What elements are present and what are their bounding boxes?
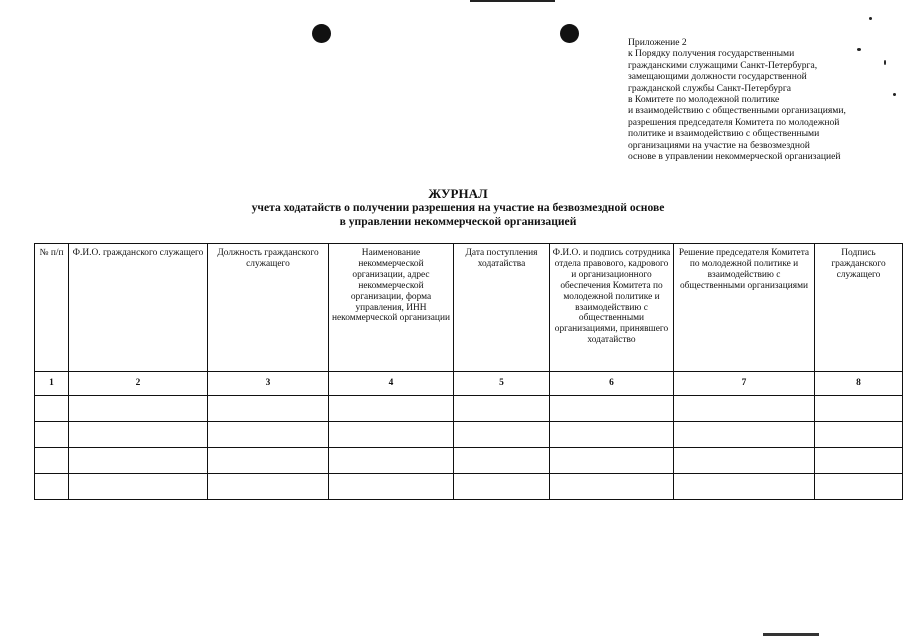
table-cell xyxy=(35,422,69,448)
header-cell-employee-signature: Ф.И.О. и подпись сотрудника отдела правового, кадрового и организационного обеспечения Комитета по молодежной политике и взаимодействию с общественными организациями, принявшего ходатайство xyxy=(550,244,674,372)
column-number: 5 xyxy=(454,372,550,396)
table-row xyxy=(35,422,903,448)
appendix-line: разрешения председателя Комитета по молодежной xyxy=(628,116,840,128)
table-cell xyxy=(329,396,454,422)
table-cell xyxy=(454,474,550,500)
table-cell xyxy=(69,474,208,500)
column-number: 6 xyxy=(550,372,674,396)
table-cell xyxy=(674,448,815,474)
table-cell xyxy=(815,396,903,422)
table-row xyxy=(35,448,903,474)
table-cell xyxy=(454,396,550,422)
header-cell-servant-signature: Подпись гражданского служащего xyxy=(815,244,903,372)
table-cell xyxy=(815,474,903,500)
table-cell xyxy=(35,396,69,422)
table-cell xyxy=(454,422,550,448)
appendix-line: замещающими должности государственной xyxy=(628,71,807,83)
bottom-edge-mark xyxy=(763,633,819,636)
table-cell xyxy=(550,396,674,422)
table-cell xyxy=(674,474,815,500)
column-number: 8 xyxy=(815,372,903,396)
table-cell xyxy=(329,474,454,500)
table-cell xyxy=(329,422,454,448)
appendix-note xyxy=(628,37,898,162)
table-cell xyxy=(69,448,208,474)
column-number: 2 xyxy=(69,372,208,396)
table-row xyxy=(35,474,903,500)
table-cell xyxy=(69,422,208,448)
table-cell xyxy=(35,448,69,474)
title-subtitle-line1: учета ходатайств о получении разрешения на участие на безвозмездной основе xyxy=(251,201,665,214)
table-cell xyxy=(674,422,815,448)
appendix-line: гражданскими служащими Санкт-Петербурга, xyxy=(628,59,818,71)
table-cell xyxy=(208,396,329,422)
column-number-row xyxy=(35,372,903,396)
title-heading: ЖУРНАЛ xyxy=(428,186,488,201)
column-number: 3 xyxy=(208,372,329,396)
appendix-line: к Порядку получения государственными xyxy=(628,48,795,60)
appendix-line: основе в управлении некоммерческой организацией xyxy=(628,151,841,163)
punch-hole-right xyxy=(560,24,579,43)
appendix-line: организациями на участие на безвозмездной xyxy=(628,139,810,151)
column-number: 4 xyxy=(329,372,454,396)
header-cell-full-name: Ф.И.О. гражданского служащего xyxy=(69,244,208,372)
table-cell xyxy=(815,422,903,448)
table-cell xyxy=(550,448,674,474)
table-cell xyxy=(208,474,329,500)
table-header-row xyxy=(35,244,903,372)
column-number: 1 xyxy=(35,372,69,396)
table-cell xyxy=(208,422,329,448)
column-number: 7 xyxy=(674,372,815,396)
appendix-line: гражданской службы Санкт-Петербурга xyxy=(628,82,792,94)
table-cell xyxy=(550,422,674,448)
journal-table xyxy=(34,243,903,500)
journal-title xyxy=(100,187,816,229)
title-subtitle-line2: в управлении некоммерческой организацией xyxy=(339,215,577,228)
header-cell-decision: Решение председателя Комитета по молодежной политике и взаимодействию с общественными организациями xyxy=(674,244,815,372)
table-cell xyxy=(35,474,69,500)
appendix-line: и взаимодействию с общественными организациями, xyxy=(628,105,846,117)
appendix-line: в Комитете по молодежной политике xyxy=(628,94,780,106)
scan-speck xyxy=(869,17,872,20)
header-cell-position: Должность гражданского служащего xyxy=(208,244,329,372)
table-cell xyxy=(329,448,454,474)
top-edge-line xyxy=(470,0,555,2)
table-cell xyxy=(208,448,329,474)
table-row xyxy=(35,396,903,422)
appendix-line: Приложение 2 xyxy=(628,37,687,48)
punch-hole-left xyxy=(312,24,331,43)
appendix-line: политике и взаимодействию с общественными xyxy=(628,128,820,140)
table-cell xyxy=(550,474,674,500)
table-cell xyxy=(69,396,208,422)
table-cell xyxy=(815,448,903,474)
table-cell xyxy=(454,448,550,474)
table-cell xyxy=(674,396,815,422)
header-cell-date: Дата поступления ходатайства xyxy=(454,244,550,372)
header-cell-number: № п/п xyxy=(35,244,69,372)
header-cell-organization: Наименование некоммерческой организации, адрес некоммерческой организации, форма управления, ИНН некоммерческой организации xyxy=(329,244,454,372)
